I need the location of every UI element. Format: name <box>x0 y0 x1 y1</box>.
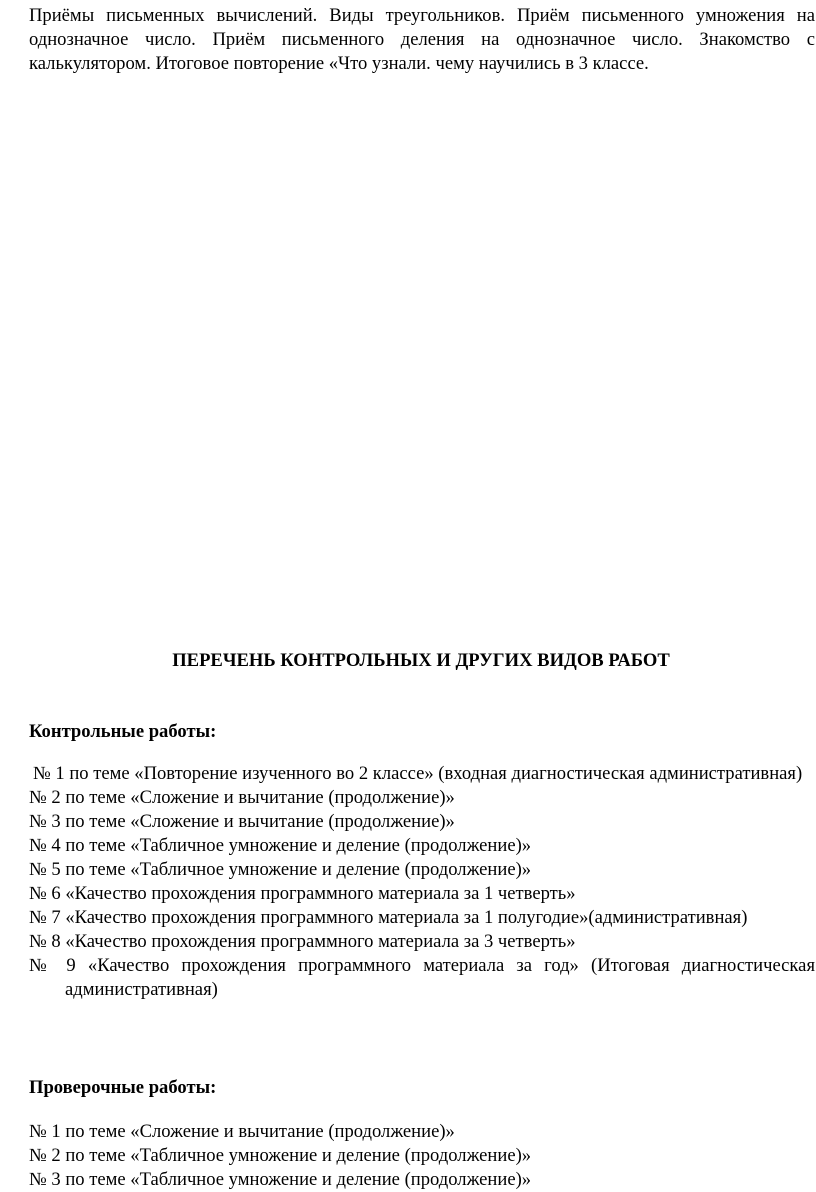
check-works-list <box>29 1120 815 1192</box>
intro-paragraph: Приёмы письменных вычислений. Виды треугольников. Приём письменного умножения на однозначное число. Приём письменного деления на однозначное число. Знакомство с калькулятором. Итоговое повторение «Что узнали. чему научились в 3 классе. <box>29 5 815 74</box>
list-item: № 8 «Качество прохождения программного материала за 3 четверть» <box>29 931 576 952</box>
list-item: № 3 по теме «Сложение и вычитание (продолжение)» <box>29 811 455 832</box>
list-item: № 2 по теме «Сложение и вычитание (продолжение)» <box>29 787 455 808</box>
list-item: № 5 по теме «Табличное умножение и деление (продолжение)» <box>29 859 532 880</box>
check-works-heading: Проверочные работы: <box>29 1077 217 1098</box>
list-item: № 6 «Качество прохождения программного материала за 1 четверть» <box>29 883 576 904</box>
list-item: № 2 по теме «Табличное умножение и деление (продолжение)» <box>29 1145 532 1166</box>
list-item: № 3 по теме «Табличное умножение и деление (продолжение)» <box>29 1169 532 1190</box>
list-item: № 7 «Качество прохождения программного материала за 1 полугодие»(административная) <box>29 907 748 928</box>
control-works-heading: Контрольные работы: <box>29 721 217 742</box>
list-item: № 9 «Качество прохождения программного материала за год» (Итоговая диагностическая административная) <box>29 955 815 1000</box>
list-item: № 4 по теме «Табличное умножение и деление (продолжение)» <box>29 835 532 856</box>
section-title: ПЕРЕЧЕНЬ КОНТРОЛЬНЫХ И ДРУГИХ ВИДОВ РАБОТ <box>172 650 670 671</box>
list-item: № 1 по теме «Повторение изученного во 2 классе» (входная диагностическая административная) <box>33 763 803 784</box>
list-item: № 1 по теме «Сложение и вычитание (продолжение)» <box>29 1121 455 1142</box>
control-works-list <box>29 762 815 1002</box>
